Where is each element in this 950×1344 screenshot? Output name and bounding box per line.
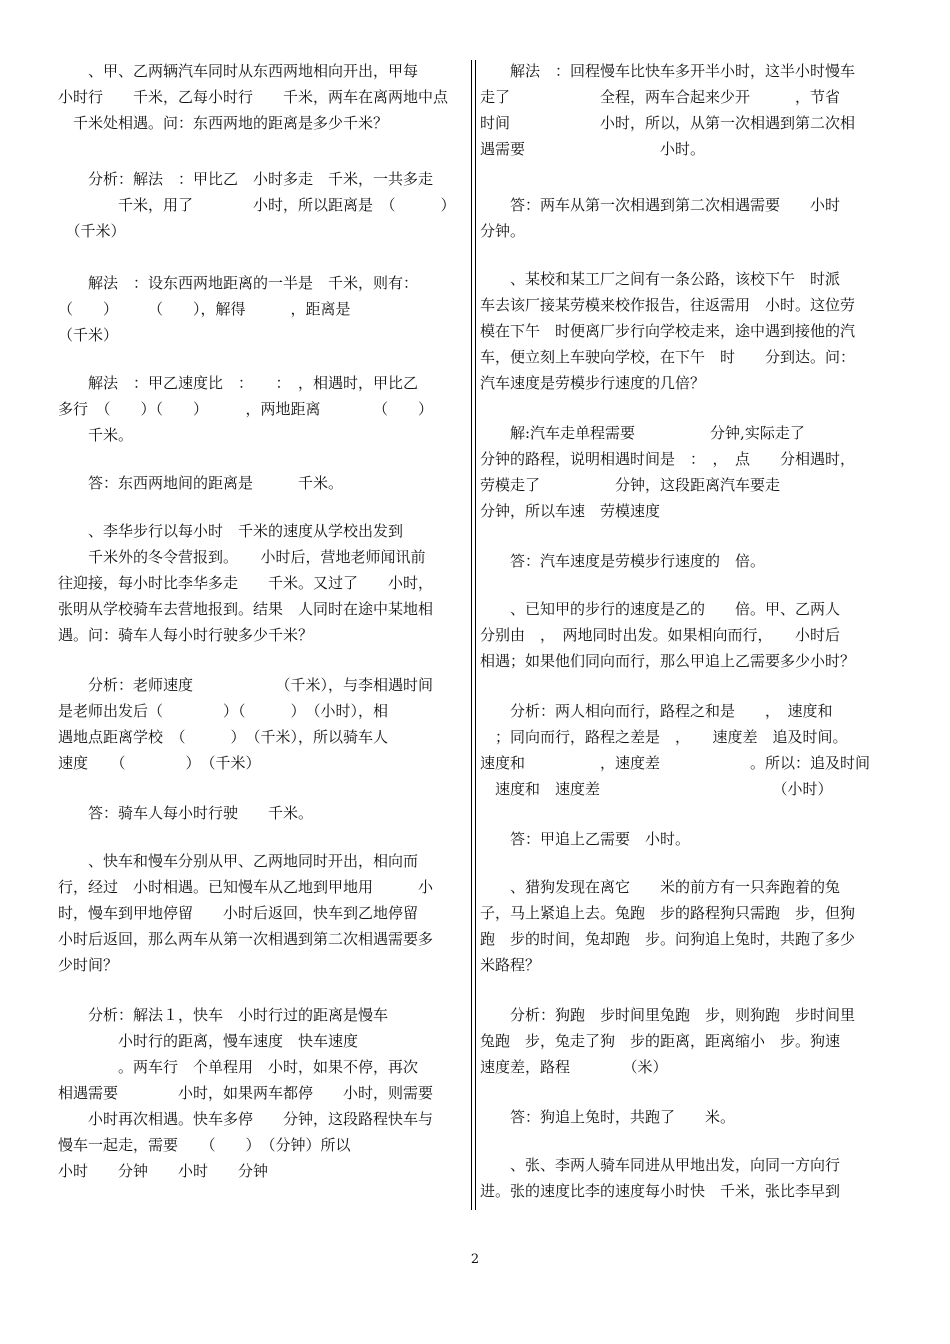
text-line: 遇。问：骑车人每小时行驶多少千米？ bbox=[58, 626, 314, 644]
text-line: 子，马上紧追上去。兔跑 步的路程狗只需跑 步，但狗 bbox=[480, 904, 856, 922]
text-line: 相遇需要 小时，如果两车都停 小时，则需要 bbox=[58, 1084, 434, 1102]
text-line: 分钟的路程，说明相遇时间是 ： ， 点 分相遇时， bbox=[480, 450, 856, 468]
text-line: 千米外的冬令营报到。 小时后，营地老师闻讯前 bbox=[58, 548, 426, 566]
text-line: 解法 ：甲乙速度比 ： ： ，相遇时，甲比乙 bbox=[58, 374, 419, 392]
text-line: 、某校和某工厂之间有一条公路，该校下午 时派 bbox=[480, 270, 841, 288]
text-line: 千米，用了 小时，所以距离是 （ ） bbox=[58, 196, 456, 214]
text-line: 、李华步行以每小时 千米的速度从学校出发到 bbox=[58, 522, 404, 540]
text-line: 分析：两人相向而行，路程之和是 ， 速度和 bbox=[480, 702, 833, 720]
text-line: 小时后返回，那么两车从第一次相遇到第二次相遇需要多 bbox=[58, 930, 434, 948]
text-line: 兔跑 步，兔走了狗 步的距离，距离缩小 步。狗速 bbox=[480, 1032, 841, 1050]
text-line: 行，经过 小时相遇。已知慢车从乙地到甲地用 小 bbox=[58, 878, 434, 896]
text-line: 分钟。 bbox=[480, 222, 526, 240]
text-line: 慢车一起走，需要 （ ） （分钟）所以 bbox=[58, 1136, 351, 1154]
text-line: 时间 小时，所以，从第一次相遇到第二次相 bbox=[480, 114, 856, 132]
column-divider bbox=[471, 60, 476, 1210]
text-line: （千米） bbox=[58, 222, 126, 240]
text-line: 遇地点距离学校 （ ） （千米），所以骑车人 bbox=[58, 728, 389, 746]
text-line: 解:汽车走单程需要 分钟,实际走了 bbox=[480, 424, 805, 442]
text-line: 千米处相遇。问：东西两地的距离是多少千米？ bbox=[58, 114, 389, 132]
text-line: 速度和 速度差 （小时） bbox=[480, 780, 833, 798]
text-line: 分析：解法１，快车 小时行过的距离是慢车 bbox=[58, 1006, 389, 1024]
text-line: 、甲、乙两辆汽车同时从东西两地相向开出，甲每 bbox=[58, 62, 419, 80]
text-line: 、猎狗发现在离它 米的前方有一只奔跑着的兔 bbox=[480, 878, 841, 896]
text-line: 车去该厂接某劳模来校作报告，往返需用 小时。这位劳 bbox=[480, 296, 856, 314]
text-line: 答：东西两地间的距离是 千米。 bbox=[58, 474, 344, 492]
text-line: 往迎接，每小时比李华多走 千米。又过了 小时， bbox=[58, 574, 434, 592]
text-line: 张明从学校骑车去营地报到。结果 人同时在途中某地相 bbox=[58, 600, 434, 618]
text-line: 分析：解法 ：甲比乙 小时多走 千米，一共多走 bbox=[58, 170, 434, 188]
text-line: 、已知甲的步行的速度是乙的 倍。甲、乙两人 bbox=[480, 600, 841, 618]
text-line: 走了 全程，两车合起来少开 ，节省 bbox=[480, 88, 841, 106]
text-line: 遇需要 小时。 bbox=[480, 140, 706, 158]
text-line: 汽车速度是劳模步行速度的几倍？ bbox=[480, 374, 706, 392]
text-line: 答：两车从第一次相遇到第二次相遇需要 小时 bbox=[480, 196, 841, 214]
text-line: 分析：狗跑 步时间里兔跑 步，则狗跑 步时间里 bbox=[480, 1006, 856, 1024]
text-line: 跑 步的时间，兔却跑 步。问狗追上兔时，共跑了多少 bbox=[480, 930, 856, 948]
text-line: 米路程？ bbox=[480, 956, 541, 974]
text-line: 、快车和慢车分别从甲、乙两地同时开出，相向而 bbox=[58, 852, 419, 870]
text-line: 答：骑车人每小时行驶 千米。 bbox=[58, 804, 314, 822]
text-line: 时，慢车到甲地停留 小时后返回，快车到乙地停留 bbox=[58, 904, 419, 922]
text-line: （千米） bbox=[58, 326, 119, 344]
text-line: 是老师出发后（ ）（ ） （小时），相 bbox=[58, 702, 389, 720]
text-line: 。两车行 个单程用 小时，如果不停，再次 bbox=[58, 1058, 419, 1076]
text-line: 小时行的距离，慢车速度 快车速度 bbox=[58, 1032, 359, 1050]
text-line: 多行 （ ）（ ） ，两地距离 （ ） bbox=[58, 400, 434, 418]
text-line: 模在下午 时便离厂步行向学校走来，途中遇到接他的汽 bbox=[480, 322, 856, 340]
text-line: 答：甲追上乙需要 小时。 bbox=[480, 830, 691, 848]
text-line: 解法 ：设东西两地距离的一半是 千米，则有： bbox=[58, 274, 419, 292]
text-line: 劳模走了 分钟，这段距离汽车要走 bbox=[480, 476, 781, 494]
text-line: 小时再次相遇。快车多停 分钟，这段路程快车与 bbox=[58, 1110, 434, 1128]
text-line: （ ） （ ），解得 ，距离是 bbox=[58, 300, 351, 318]
text-line: 分别由 ， 两地同时出发。如果相向而行， 小时后 bbox=[480, 626, 841, 644]
text-line: 分析：老师速度 （千米），与李相遇时间 bbox=[58, 676, 434, 694]
text-line: 答：狗追上兔时，共跑了 米。 bbox=[480, 1108, 736, 1126]
text-line: 解法 ：回程慢车比快车多开半小时，这半小时慢车 bbox=[480, 62, 856, 80]
text-line: 、张、李两人骑车同进从甲地出发，向同一方向行 bbox=[480, 1156, 841, 1174]
text-line: 相遇；如果他们同向而行，那么甲追上乙需要多少小时？ bbox=[480, 652, 856, 670]
text-line: 速度 （ ） （千米） bbox=[58, 754, 261, 772]
text-line: 小时行 千米，乙每小时行 千米，两车在离两地中点 bbox=[58, 88, 449, 106]
text-line: 速度和 ，速度差 。所以：追及时间 bbox=[480, 754, 871, 772]
text-line: 车，便立刻上车驶向学校，在下午 时 分到达。问： bbox=[480, 348, 856, 366]
text-line: 答：汽车速度是劳模步行速度的 倍。 bbox=[480, 552, 766, 570]
page-number: 2 bbox=[470, 1252, 480, 1267]
text-line: 少时间？ bbox=[58, 956, 119, 974]
text-line: ；同向而行，路程之差是 ， 速度差 追及时间。 bbox=[480, 728, 848, 746]
text-line: 进。张的速度比李的速度每小时快 千米，张比李早到 bbox=[480, 1182, 841, 1200]
text-line: 速度差，路程 （米） bbox=[480, 1058, 668, 1076]
text-line: 千米。 bbox=[58, 426, 134, 444]
text-line: 小时 分钟 小时 分钟 bbox=[58, 1162, 269, 1180]
text-line: 分钟，所以车速 劳模速度 bbox=[480, 502, 661, 520]
